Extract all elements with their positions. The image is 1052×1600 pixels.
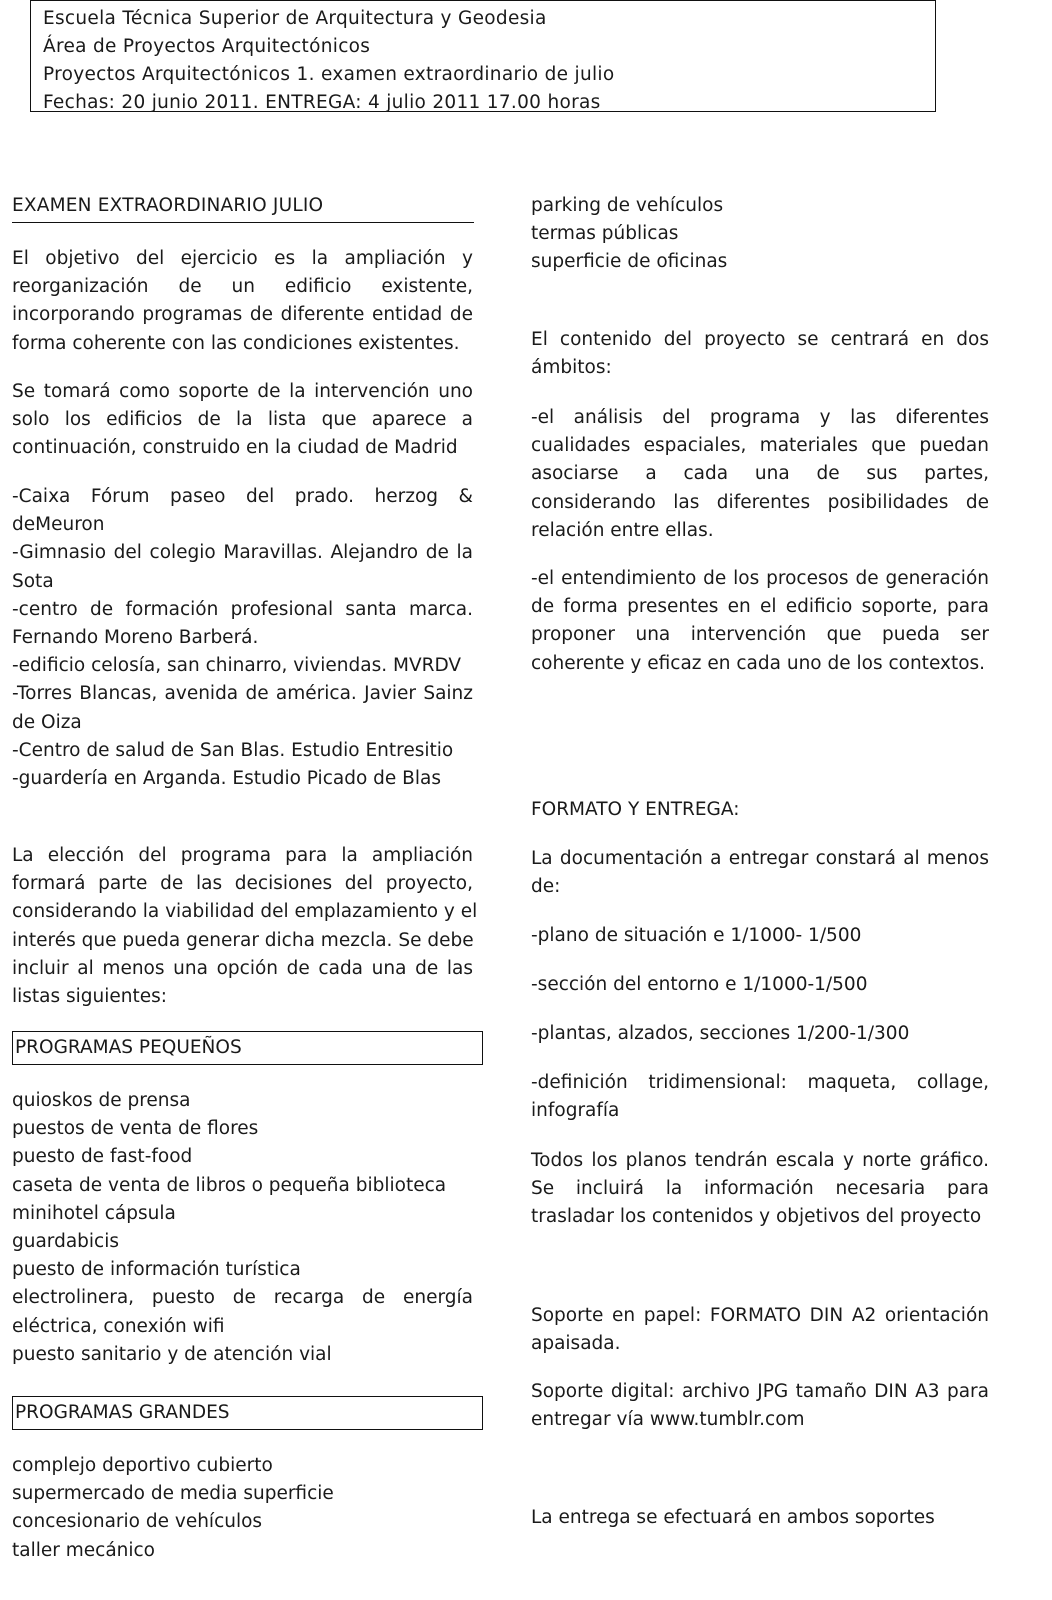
- list-item: Sota: [12, 570, 54, 592]
- deliverable-section: -sección del entorno e 1/1000-1/500: [531, 974, 868, 995]
- list-item: -centro de formación profesional santa marca.: [12, 598, 473, 620]
- text-line: Soporte en papel: FORMATO DIN A2 orientación: [531, 1305, 989, 1326]
- text-line: El contenido del proyecto se centrará en dos: [531, 329, 989, 350]
- text-line: El objetivo del ejercicio es la ampliación y: [12, 248, 473, 269]
- text-line: ámbitos:: [531, 357, 612, 379]
- text-line: incorporando programas de diferente entidad de: [12, 304, 473, 326]
- header-school: Escuela Técnica Superior de Arquitectura y Geodesia: [43, 8, 547, 29]
- list-item: puesto de información turística: [12, 1259, 301, 1281]
- text-line: de forma presentes en el edificio soporte, para: [531, 596, 989, 618]
- text-line: La elección del programa para la ampliación: [12, 845, 473, 866]
- list-item: Fernando Moreno Barberá.: [12, 626, 259, 648]
- large-programs-list-continued: [531, 192, 989, 277]
- list-item: -Caixa Fórum paseo del prado. herzog &: [12, 486, 473, 507]
- text-line: considerando las diferentes posibilidades de: [531, 491, 989, 513]
- text-line: apaisada.: [531, 1333, 621, 1355]
- text-line: interés que pueda generar dicha mezcla. Se debe: [12, 929, 474, 951]
- large-programs-title: PROGRAMAS GRANDES: [12, 1396, 483, 1430]
- paper-format-paragraph: [531, 1302, 989, 1358]
- text-line: -el entendimiento de los procesos de generación: [531, 568, 989, 589]
- text-line: asociarse a cada una de sus partes,: [531, 463, 989, 485]
- list-item: -Gimnasio del colegio Maravillas. Alejandro de la: [12, 542, 473, 564]
- processes-paragraph: [531, 565, 989, 678]
- digital-format-paragraph: [531, 1378, 989, 1434]
- text-line: -el análisis del programa y las diferentes: [531, 407, 989, 428]
- text-line: relación entre ellas.: [531, 519, 714, 541]
- analysis-paragraph: [531, 404, 989, 545]
- list-item: puestos de venta de flores: [12, 1118, 259, 1140]
- text-line: continuación, construido en la ciudad de Madrid: [12, 437, 458, 459]
- list-item: -Torres Blancas, avenida de américa. Javier Sainz: [12, 683, 473, 705]
- small-programs-list: [12, 1087, 473, 1369]
- text-line: reorganización de un edificio existente,: [12, 276, 473, 298]
- list-item: taller mecánico: [12, 1539, 156, 1561]
- text-line: cualidades espaciales, materiales que puedan: [531, 435, 989, 457]
- text-line: proponer una intervención que pueda ser: [531, 624, 989, 646]
- text-line: incluir al menos una opción de cada una de las: [12, 957, 473, 979]
- header-course: Proyectos Arquitectónicos 1. examen extraordinario de julio: [43, 64, 615, 85]
- large-programs-list: [12, 1452, 473, 1565]
- list-item: -edificio celosía, san chinarro, viviendas. MVRDV: [12, 655, 462, 677]
- list-item: concesionario de vehículos: [12, 1511, 263, 1533]
- text-line: entregar vía www.tumblr.com: [531, 1409, 805, 1431]
- list-item: puesto sanitario y de atención vial: [12, 1343, 332, 1365]
- text-line: Todos los planos tendrán escala y norte gráfico.: [531, 1150, 989, 1171]
- scale-paragraph: [531, 1147, 989, 1232]
- list-item: quioskos de prensa: [12, 1090, 191, 1111]
- deliverable-plans: -plantas, alzados, secciones 1/200-1/300: [531, 1023, 910, 1044]
- header-dates: Fechas: 20 junio 2011. ENTREGA: 4 julio 2011 17.00 horas: [43, 92, 601, 113]
- list-item: termas públicas: [531, 223, 679, 245]
- list-item: complejo deportivo cubierto: [12, 1455, 273, 1476]
- text-line: listas siguientes:: [12, 985, 168, 1007]
- list-item: caseta de venta de libros o pequeña biblioteca: [12, 1174, 447, 1196]
- format-title: FORMATO Y ENTREGA:: [531, 799, 740, 820]
- content-paragraph: [531, 326, 989, 382]
- text-line: La documentación a entregar constará al menos: [531, 848, 989, 869]
- list-item: superficie de oficinas: [531, 251, 728, 273]
- exam-title: EXAMEN EXTRAORDINARIO JULIO: [12, 192, 474, 223]
- text-line: Soporte digital: archivo JPG tamaño DIN A3 para: [531, 1381, 989, 1402]
- deliverable-site-plan: -plano de situación e 1/1000- 1/500: [531, 925, 862, 946]
- list-item: -guardería en Arganda. Estudio Picado de Blas: [12, 767, 441, 789]
- list-item: minihotel cápsula: [12, 1202, 176, 1224]
- list-item: de Oiza: [12, 711, 82, 733]
- program-choice-paragraph: [12, 842, 478, 1011]
- support-paragraph: [12, 378, 473, 463]
- text-line: solo los edificios de la lista que aparece a: [12, 409, 473, 431]
- documentation-paragraph: [531, 845, 989, 901]
- small-programs-title: PROGRAMAS PEQUEÑOS: [12, 1031, 483, 1065]
- list-item: deMeuron: [12, 514, 105, 536]
- text-line: coherente y eficaz en cada uno de los contextos.: [531, 652, 986, 674]
- list-item: eléctrica, conexión wifi: [12, 1315, 225, 1337]
- list-item: puesto de fast-food: [12, 1146, 193, 1168]
- text-line: infografía: [531, 1100, 620, 1122]
- deliverable-3d: [531, 1069, 989, 1125]
- list-item: parking de vehículos: [531, 195, 724, 216]
- list-item: -Centro de salud de San Blas. Estudio Entresitio: [12, 739, 454, 761]
- header-area: Área de Proyectos Arquitectónicos: [43, 36, 371, 57]
- text-line: Se incluirá la información necesaria para: [531, 1178, 989, 1200]
- buildings-list: [12, 483, 473, 793]
- header-box: [30, 0, 936, 112]
- text-line: -definición tridimensional: maqueta, collage,: [531, 1072, 989, 1093]
- text-line: forma coherente con las condiciones existentes.: [12, 332, 460, 354]
- objective-paragraph: [12, 245, 473, 358]
- text-line: formará parte de las decisiones del proyecto,: [12, 873, 473, 895]
- list-item: guardabicis: [12, 1230, 119, 1252]
- text-line: Se tomará como soporte de la intervención uno: [12, 381, 473, 402]
- delivery-note: La entrega se efectuará en ambos soportes: [531, 1507, 935, 1528]
- list-item: supermercado de media superficie: [12, 1483, 334, 1505]
- list-item: electrolinera, puesto de recarga de energía: [12, 1287, 473, 1309]
- text-line: de:: [531, 876, 561, 898]
- text-line: trasladar los contenidos y objetivos del proyecto: [531, 1206, 982, 1228]
- text-line: considerando la viabilidad del emplazamiento y el: [12, 901, 478, 923]
